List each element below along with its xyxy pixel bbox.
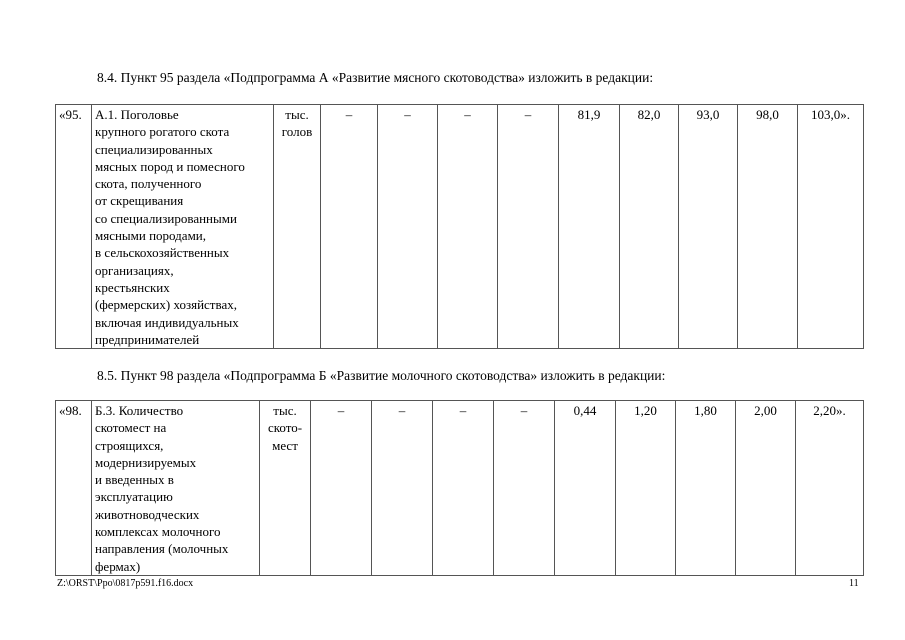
row-number: «98. bbox=[56, 401, 92, 576]
value-cell: – bbox=[372, 401, 433, 576]
indicator-name: Б.3. Количество скотомест на строящихся, модернизируемых и введенных в эксплуатацию животноводческих комплексах молочного направления (молочных фермах) bbox=[92, 401, 260, 576]
value-cell: 0,44 bbox=[555, 401, 616, 576]
value-cell: – bbox=[498, 105, 559, 349]
footer-file-path: Z:\ORST\Ppo\0817p591.f16.docx bbox=[57, 578, 194, 589]
value-cell: – bbox=[321, 105, 378, 349]
indicator-name: А.1. Поголовье крупного рогатого скота специализированных мясных пород и помесного скота, полученного от скрещивания со специализированными мясными породами, в сельскохозяйственных организациях, крестьянских (фермерских) хозяйствах, включая индивидуальных предпринимателей bbox=[92, 105, 274, 349]
table-item-98 bbox=[55, 400, 864, 576]
paragraph-8-5: 8.5. Пункт 98 раздела «Подпрограмма Б «Развитие молочного скотоводства» изложить в редакции: bbox=[97, 368, 666, 383]
value-cell-final: 2,20». bbox=[796, 401, 864, 576]
value-cell: 98,0 bbox=[738, 105, 798, 349]
value-cell-final: 103,0». bbox=[798, 105, 864, 349]
value-cell: 1,80 bbox=[676, 401, 736, 576]
page-number: 11 bbox=[849, 578, 859, 589]
value-cell: – bbox=[378, 105, 438, 349]
value-cell: 82,0 bbox=[620, 105, 679, 349]
row-number: «95. bbox=[56, 105, 92, 349]
value-cell: – bbox=[494, 401, 555, 576]
value-cell: 93,0 bbox=[679, 105, 738, 349]
table-row bbox=[56, 105, 864, 349]
value-cell: – bbox=[438, 105, 498, 349]
paragraph-8-4: 8.4. Пункт 95 раздела «Подпрограмма А «Развитие мясного скотоводства» изложить в редакции: bbox=[97, 70, 654, 85]
value-cell: – bbox=[433, 401, 494, 576]
value-cell: 1,20 bbox=[616, 401, 676, 576]
value-cell: 2,00 bbox=[736, 401, 796, 576]
unit-cell: тыс. ското- мест bbox=[260, 401, 311, 576]
table-row bbox=[56, 401, 864, 576]
table-item-95 bbox=[55, 104, 864, 349]
value-cell: – bbox=[311, 401, 372, 576]
value-cell: 81,9 bbox=[559, 105, 620, 349]
unit-cell: тыс. голов bbox=[274, 105, 321, 349]
